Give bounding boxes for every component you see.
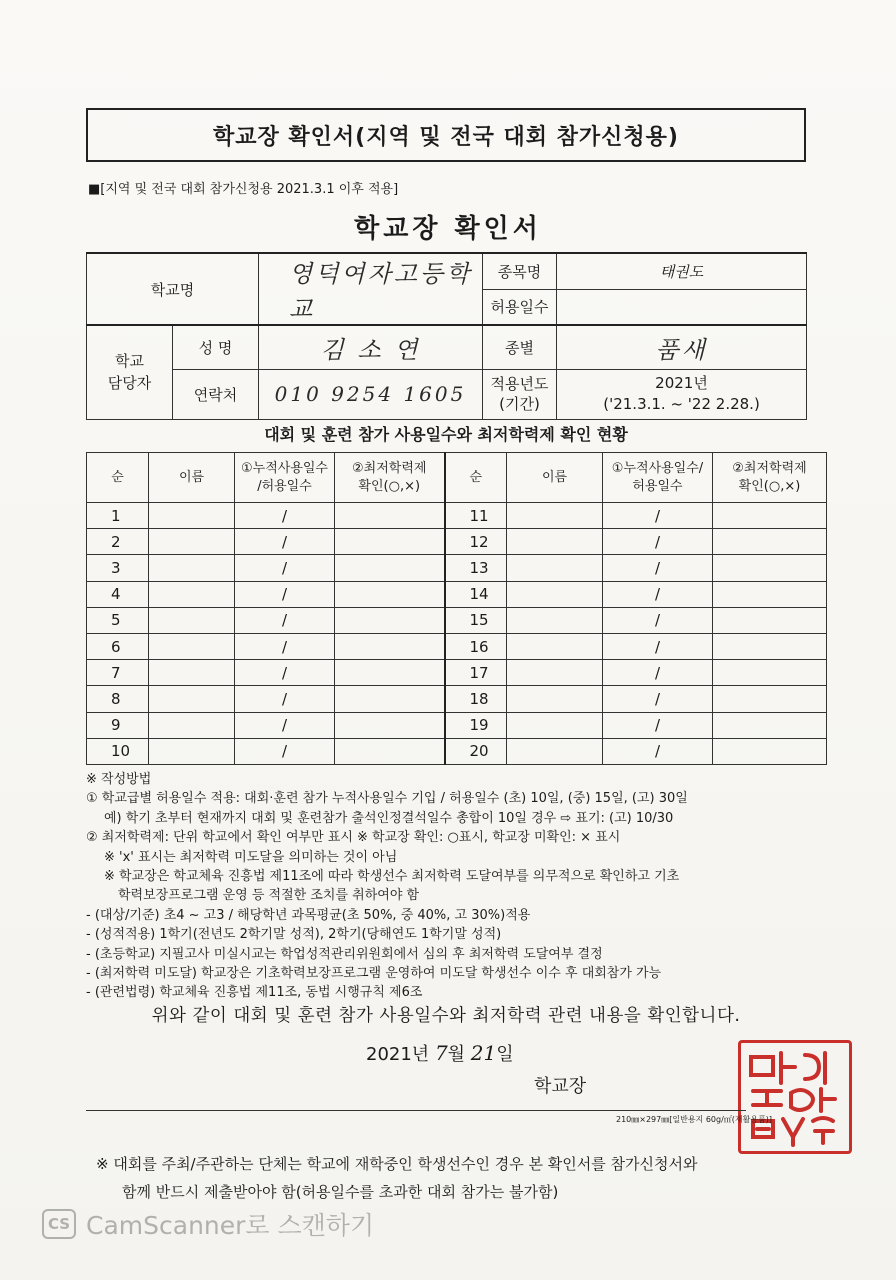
row-number: 7 (87, 660, 149, 686)
bottom-notice-line-2: 함께 반드시 제출받아야 함(허용일수를 초과한 대회 참가는 불가함) (122, 1183, 559, 1201)
min-grade-cell (335, 529, 445, 555)
bottom-notice (96, 1150, 816, 1206)
date-month: 7 (434, 1041, 448, 1065)
days-cell: / (235, 555, 335, 581)
row-number: 11 (445, 503, 507, 529)
name-cell (149, 712, 235, 738)
row-number: 9 (87, 712, 149, 738)
usage-header-cell: 이름 (507, 453, 603, 503)
contact-label: 연락처 (173, 369, 259, 419)
paper-spec: 210㎜×297㎜[일반용지 60g/㎡(재활용품)] (616, 1115, 773, 1124)
row-number: 19 (445, 712, 507, 738)
sport-label: 종목명 (483, 253, 557, 289)
name-cell (149, 529, 235, 555)
name-cell (507, 660, 603, 686)
days-cell: / (235, 607, 335, 633)
days-cell: / (603, 529, 713, 555)
school-value: 영덕여자고등학교 (289, 260, 473, 323)
row-number: 1 (87, 503, 149, 529)
min-grade-cell (335, 555, 445, 581)
row-number: 4 (87, 581, 149, 607)
row-number: 16 (445, 633, 507, 659)
date-day-unit: 일 (496, 1044, 514, 1065)
min-grade-cell (335, 581, 445, 607)
usage-header-cell: ②최저학력제 확인(○,×) (713, 453, 827, 503)
usage-row (87, 738, 827, 764)
issue-date (366, 1040, 514, 1066)
note-8: - (최저학력 미도달) 학교장은 기초학력보장프로그램 운영하여 미도달 학생선수 이수 후 대회참가 가능 (86, 966, 662, 982)
note-1b: 예) 학기 초부터 현재까지 대회 및 훈련참가 출석인정결석일수 총합이 10일 경우 ⇨ 표기: (고) 10/30 (104, 810, 674, 826)
min-grade-cell (713, 738, 827, 764)
days-cell: / (603, 660, 713, 686)
allowed-days-value (557, 289, 807, 325)
note-4a: ※ 학교장은 학교체육 진흥법 제11조에 따라 학생선수 최저학력 도달여부를 의무적으로 확인하고 기초 (104, 869, 680, 885)
row-number: 3 (87, 555, 149, 581)
year-value: 2021년 (655, 374, 708, 392)
name-cell (149, 503, 235, 529)
bottom-notice-line-1: ※ 대회를 주최/주관하는 단체는 학교에 재학중인 학생선수인 경우 본 확인서를 참가신청서와 (96, 1155, 698, 1173)
name-cell (149, 633, 235, 659)
days-cell: / (235, 503, 335, 529)
usage-header-cell: 순 (445, 453, 507, 503)
date-month-unit: 월 (447, 1044, 466, 1065)
days-cell: / (235, 686, 335, 712)
min-grade-cell (335, 607, 445, 633)
min-grade-cell (335, 660, 445, 686)
days-cell: / (235, 633, 335, 659)
applicability-note: ■[지역 및 전국 대회 참가신청용 2021.3.1 이후 적용] (88, 182, 399, 197)
row-number: 12 (445, 529, 507, 555)
sport-value: 태권도 (659, 262, 704, 281)
name-cell (149, 581, 235, 607)
event-value: 품새 (655, 335, 708, 364)
min-grade-cell (713, 555, 827, 581)
note-9: - (관련법령) 학교체육 진흥법 제11조, 동법 시행규칙 제6조 (86, 985, 423, 1001)
name-cell (507, 607, 603, 633)
name-cell (149, 686, 235, 712)
usage-header-cell: ②최저학력제 확인(○,×) (335, 453, 445, 503)
row-number: 8 (87, 686, 149, 712)
year-label: 적용년도 (기간) (483, 369, 557, 419)
seal-graphic (741, 1043, 849, 1151)
note-3: ※ 'x' 표시는 최저학력 미도달을 의미하는 것이 아님 (104, 849, 398, 865)
days-cell: / (235, 738, 335, 764)
notes-heading: ※ 작성방법 (86, 772, 152, 787)
principal-label: 학교장 (534, 1076, 587, 1097)
min-grade-cell (335, 712, 445, 738)
name-cell (507, 738, 603, 764)
name-label: 성 명 (173, 325, 259, 369)
section-title: 대회 및 훈련 참가 사용일수와 최저학력제 확인 현황 (264, 425, 628, 444)
row-number: 2 (87, 529, 149, 555)
camscanner-logo-icon: CS (42, 1209, 76, 1239)
row-number: 6 (87, 633, 149, 659)
usage-row (87, 660, 827, 686)
min-grade-cell (713, 686, 827, 712)
name-cell (507, 581, 603, 607)
min-grade-cell (335, 633, 445, 659)
days-cell: / (603, 686, 713, 712)
min-grade-cell (713, 712, 827, 738)
days-cell: / (235, 529, 335, 555)
days-cell: / (235, 660, 335, 686)
days-cell: / (603, 738, 713, 764)
allowed-days-label: 허용일수 (483, 289, 557, 325)
footer-divider (86, 1110, 746, 1111)
usage-row (87, 686, 827, 712)
days-cell: / (235, 712, 335, 738)
document-title: 학교장 확인서 (354, 214, 542, 244)
name-cell (507, 555, 603, 581)
row-number: 20 (445, 738, 507, 764)
row-number: 10 (87, 738, 149, 764)
school-seal-stamp (738, 1040, 852, 1154)
note-7: - (초등학교) 지필고사 미실시교는 학업성적관리위원회에서 심의 후 최저학력 도달여부 결정 (86, 946, 603, 962)
name-cell (149, 660, 235, 686)
days-cell: / (603, 503, 713, 529)
name-cell (507, 503, 603, 529)
min-grade-cell (713, 529, 827, 555)
confirmation-statement: 위와 같이 대회 및 훈련 참가 사용일수와 최저학력 관련 내용을 확인합니다. (151, 1006, 741, 1026)
usage-header-cell: ①누적사용일수/ 허용일수 (603, 453, 713, 503)
days-cell: / (603, 633, 713, 659)
min-grade-cell (713, 581, 827, 607)
event-label: 종별 (483, 325, 557, 369)
school-label: 학교명 (87, 253, 259, 325)
min-grade-cell (713, 660, 827, 686)
note-5: - (대상/기준) 초4 ~ 고3 / 해당학년 과목평균(초 50%, 중 40%, 고 30%)적용 (86, 907, 531, 923)
row-number: 15 (445, 607, 507, 633)
usage-row (87, 607, 827, 633)
name-cell (507, 529, 603, 555)
note-4b: 학력보장프로그램 운영 등 적절한 조치를 취하여야 함 (118, 888, 420, 904)
days-cell: / (603, 607, 713, 633)
note-6: - (성적적용) 1학기(전년도 2학기말 성적), 2학기(당해연도 1학기말 성적) (86, 927, 502, 943)
min-grade-cell (335, 503, 445, 529)
usage-row (87, 712, 827, 738)
usage-header-cell: 순 (87, 453, 149, 503)
date-day: 21 (470, 1041, 497, 1065)
usage-header-cell: 이름 (149, 453, 235, 503)
note-1a: ① 학교급별 허용일수 적용: 대회·훈련 참가 누적사용일수 기입 / 허용일수 (초) 10일, (중) 15일, (고) 30일 (86, 791, 688, 807)
row-number: 13 (445, 555, 507, 581)
min-grade-cell (335, 738, 445, 764)
contact-value: 010 9254 1605 (274, 382, 467, 406)
min-grade-cell (335, 686, 445, 712)
usage-header-cell: ①누적사용일수 /허용일수 (235, 453, 335, 503)
days-cell: / (235, 581, 335, 607)
usage-row (87, 633, 827, 659)
date-year: 2021년 (366, 1044, 430, 1065)
usage-row (87, 581, 827, 607)
row-number: 5 (87, 607, 149, 633)
usage-row (87, 529, 827, 555)
info-table (86, 252, 807, 420)
name-cell (149, 607, 235, 633)
name-cell (149, 738, 235, 764)
name-cell (507, 633, 603, 659)
usage-row (87, 555, 827, 581)
camscanner-watermark (42, 1206, 374, 1242)
days-cell: / (603, 581, 713, 607)
manager-label: 학교 담당자 (87, 325, 173, 419)
name-value: 김 소 연 (320, 335, 421, 364)
name-cell (507, 686, 603, 712)
name-cell (507, 712, 603, 738)
min-grade-cell (713, 607, 827, 633)
note-2: ② 최저학력제: 단위 학교에서 확인 여부만 표시 ※ 학교장 확인: ○표시, 학교장 미확인: × 표시 (86, 830, 621, 846)
instructions (86, 770, 826, 1003)
row-number: 18 (445, 686, 507, 712)
usage-table (86, 452, 827, 765)
watermark-text: CamScanner로 스캔하기 (86, 1211, 375, 1240)
row-number: 14 (445, 581, 507, 607)
form-header: 학교장 확인서(지역 및 전국 대회 참가신청용) (86, 108, 806, 162)
name-cell (149, 555, 235, 581)
row-number: 17 (445, 660, 507, 686)
days-cell: / (603, 555, 713, 581)
min-grade-cell (713, 633, 827, 659)
year-period: ('21.3.1. ~ '22 2.28.) (603, 395, 760, 413)
usage-row (87, 503, 827, 529)
min-grade-cell (713, 503, 827, 529)
days-cell: / (603, 712, 713, 738)
